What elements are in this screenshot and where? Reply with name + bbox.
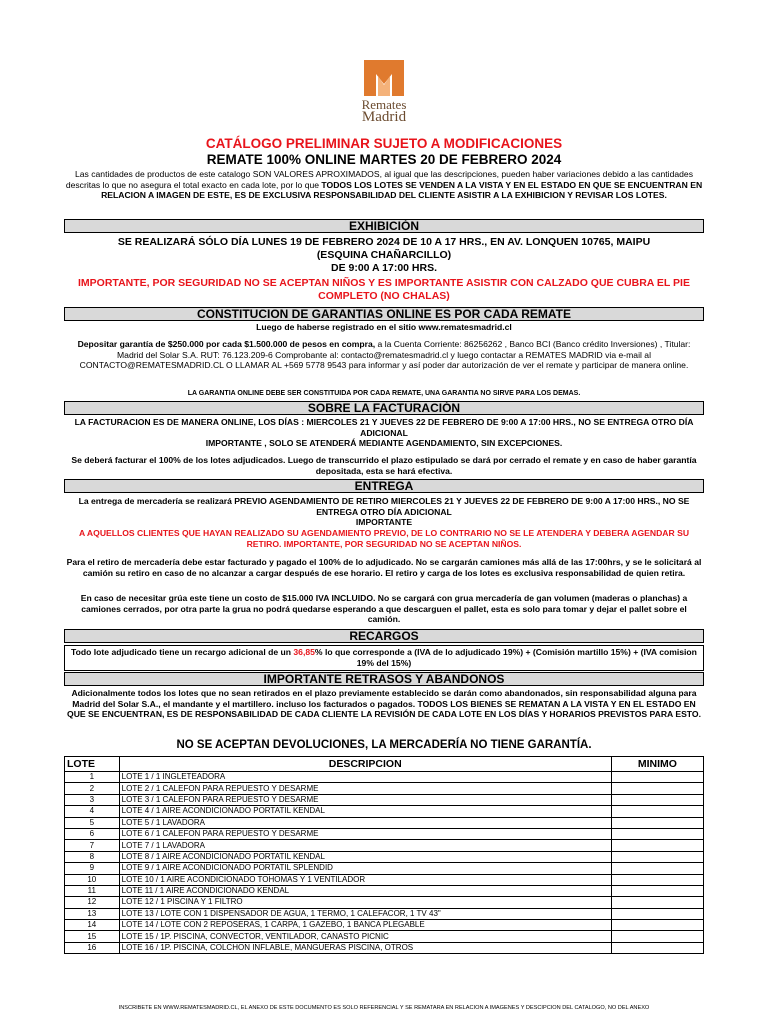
facturacion-line3: Se deberá facturar el 100% de los lotes adjudicados. Luego de transcurrido el plazo estipulado se dará por cerrado el remate y en caso de haber garantía depositada, esta se hará efectiva. [71, 455, 697, 476]
table-row [65, 828, 704, 839]
auction-subtitle: REMATE 100% ONLINE MARTES 20 DE FEBRERO 2024 [206, 152, 562, 167]
lot-description: LOTE 11 / 1 AIRE ACONDICIONADO KENDAL [119, 885, 611, 896]
lot-minimum [611, 817, 703, 828]
section-exhibicion: EXHIBICIÓN [64, 219, 704, 233]
col-minimo: MINIMO [611, 757, 703, 772]
lot-number: 13 [65, 908, 120, 919]
catalog-title: CATÁLOGO PRELIMINAR SUJETO A MODIFICACIONES [205, 136, 563, 151]
exhibicion-line2: (ESQUINA CHAÑARCILLO) [316, 249, 452, 261]
lot-description: LOTE 1 / 1 INGLETEADORA [119, 772, 611, 783]
lot-description: LOTE 6 / 1 CALEFON PARA REPUESTO Y DESARME [119, 828, 611, 839]
facturacion-line2: IMPORTANTE , SOLO SE ATENDERÁ MEDIANTE AGENDAMIENTO, SIN EXCEPCIONES. [205, 438, 563, 448]
table-row [65, 772, 704, 783]
garantias-deposit [64, 339, 704, 371]
table-row [65, 806, 704, 817]
lot-number: 14 [65, 920, 120, 931]
entrega-line3: Para el retiro de mercadería debe estar facturado y pagado el 100% de lo adjudicado. No se cargarán camiones más allá de las 17:00hrs, y se le solicitará al camión su retiro en caso de no alcanzar a cargar después de ese horario. El retiro y carga de los lotes es exclusiva responsabilidad de quien retira. [66, 557, 702, 578]
lot-description: LOTE 14 / LOTE CON 2 REPOSERAS, 1 CARPA, 1 GAZEBO, 1 BANCA PLEGABLE [119, 920, 611, 931]
lot-minimum [611, 772, 703, 783]
lot-description: LOTE 12 / 1 PISCINA Y 1 FILTRO [119, 897, 611, 908]
garantias-note: LA GARANTIA ONLINE DEBE SER CONSTITUIDA POR CADA REMATE, UNA GARANTIA NO SIRVE PARA LOS DEMAS. [187, 390, 581, 397]
entrega-line4: En caso de necesitar grúa este tiene un costo de $15.000 IVA INCLUIDO. No se cargará con grua mercadería de gan volumen (maderas o planchas) a camiones cerrados, por otra parte la grua no podrá quedarse esperando a que descarguen el pallet, esta es solo para tomar y dejar el pallet sobre el camión. [80, 593, 688, 625]
section-facturacion: SOBRE LA FACTURACIÓN [64, 401, 704, 415]
section-retrasos: IMPORTANTE RETRASOS Y ABANDONOS [64, 672, 704, 686]
lot-number: 10 [65, 874, 120, 885]
lot-description: LOTE 16 / 1P. PISCINA, COLCHON INFLABLE, MANGUERAS PISCINA, OTROS [119, 942, 611, 953]
lot-number: 2 [65, 783, 120, 794]
table-row [65, 931, 704, 942]
lot-number: 8 [65, 851, 120, 862]
lot-minimum [611, 863, 703, 874]
lot-number: 3 [65, 794, 120, 805]
lot-description: LOTE 15 / 1P. PISCINA, CONVECTOR, VENTILADOR, CANASTO PICNIC [119, 931, 611, 942]
recargos-text-a: Todo lote adjudicado tiene un recargo adicional de un [71, 647, 294, 657]
lot-minimum [611, 885, 703, 896]
table-row [65, 840, 704, 851]
table-row [65, 817, 704, 828]
entrega-line1: La entrega de mercadería se realizará PREVIO AGENDAMIENTO DE RETIRO MIERCOLES 21 Y JUEVES 22 DE FEBRERO DE 9:00 A 17:00 HRS., NO SE ENTREGA OTRO DÍA ADICIONAL [78, 496, 690, 517]
lot-minimum [611, 931, 703, 942]
table-row [65, 874, 704, 885]
lot-minimum [611, 840, 703, 851]
lot-description: LOTE 4 / 1 AIRE ACONDICIONADO PORTATIL KENDAL [119, 806, 611, 817]
retrasos-text: Adicionalmente todos los lotes que no sean retirados en el plazo previamente establecido se darán como abandonados, sin responsabilidad alguna para Madrid del Solar S.A., el mandante y el martillero. incluso los facturados o pagados. TODOS LOS BIENES SE REMATAN A LA VISTA Y EN EL ESTADO EN QUE SE ENCUENTRAN, ES DE RESPONSABILIDAD DE CADA CLIENTE LA REVISIÓN DE CADA LOTE EN LOS DÍAS Y HORARIOS PREVISTOS PARA ESTO. [67, 688, 701, 720]
lot-description: LOTE 8 / 1 AIRE ACONDICIONADO PORTATIL KENDAL [119, 851, 611, 862]
lot-number: 11 [65, 885, 120, 896]
recargos-pct: 36,85 [293, 647, 315, 657]
lot-minimum [611, 897, 703, 908]
remates-madrid-logo [332, 58, 436, 124]
lot-number: 4 [65, 806, 120, 817]
lot-number: 7 [65, 840, 120, 851]
section-garantias: CONSTITUCION DE GARANTIAS ONLINE ES POR CADA REMATE [64, 307, 704, 321]
lot-minimum [611, 828, 703, 839]
col-descripcion: DESCRIPCION [119, 757, 611, 772]
lot-number: 6 [65, 828, 120, 839]
lot-number: 5 [65, 817, 120, 828]
table-row [65, 885, 704, 896]
exhibicion-line3: DE 9:00 A 17:00 HRS. [330, 262, 437, 274]
table-row [65, 942, 704, 953]
recargos-text-b: % lo que corresponde a (IVA de lo adjudicado 19%) + (Comisión martillo 15%) + (IVA comision 19% del 15%) [314, 647, 697, 668]
lot-description: LOTE 5 / 1 LAVADORA [119, 817, 611, 828]
deposit-bold: Depositar garantía de $250.000 por cada $1.500.000 de pesos en compra, [77, 339, 376, 349]
lot-minimum [611, 783, 703, 794]
footer-note: INSCRIBETE EN WWW.REMATESMADRID.CL, EL ANEXO DE ESTE DOCUMENTO ES SOLO REFERENCIAL Y SE REMATARA EN RELACION A IMAGENES Y DESCIPCION DEL CATALOGO, NO DEL ANEXO [118, 1005, 650, 1011]
facturacion-line1: LA FACTURACION ES DE MANERA ONLINE, LOS DÍAS : MIERCOLES 21 Y JUEVES 22 DE FEBRERO DE 9:00 A 17:00 HRS., NO SE ENTREGA OTRO DÍA ADICIONAL [74, 417, 694, 438]
table-row [65, 897, 704, 908]
intro-bold: TODOS LOS LOTES SE VENDEN A LA VISTA Y EN EL ESTADO EN QUE SE ENCUENTRAN EN RELACION A IMAGEN DE ESTE, ES DE EXCLUSIVA RESPONSABILIDAD DEL CLIENTE ASISTIR A LA EXHIBICION Y REVISAR LOS LOTES. [101, 179, 703, 201]
garantias-line1: Luego de haberse registrado en el sitio www.rematesmadrid.cl [256, 322, 512, 332]
lot-minimum [611, 806, 703, 817]
lot-minimum [611, 908, 703, 919]
lot-description: LOTE 10 / 1 AIRE ACONDICIONADO TOHOMAS Y 1 VENTILADOR [119, 874, 611, 885]
lot-minimum [611, 942, 703, 953]
lots-table [64, 756, 704, 954]
table-row [65, 851, 704, 862]
lot-description: LOTE 3 / 1 CALEFON PARA REPUESTO Y DESARME [119, 794, 611, 805]
exhibicion-warning: IMPORTANTE, POR SEGURIDAD NO SE ACEPTAN NIÑOS Y ES IMPORTANTE ASISTIR CON CALZADO QUE CUBRA EL PIE COMPLETO (NO CHALAS) [78, 277, 690, 302]
intro-normal: Las cantidades de productos de este catalogo SON VALORES APROXIMADOS, al igual que las descripciones, pueden haber variaciones debido a las cantidades descritas lo que no asegura el total exacto en cada lote, por lo que [65, 169, 693, 190]
intro-paragraph [64, 169, 704, 201]
table-row [65, 863, 704, 874]
lot-number: 1 [65, 772, 120, 783]
lot-number: 12 [65, 897, 120, 908]
logo-text-remates: Remates [361, 97, 407, 112]
lot-minimum [611, 874, 703, 885]
logo-text-madrid: Madrid [361, 109, 407, 125]
table-row [65, 794, 704, 805]
table-row [65, 783, 704, 794]
col-lote: LOTE [65, 757, 120, 772]
section-entrega: ENTREGA [64, 479, 704, 493]
lot-minimum [611, 851, 703, 862]
lot-minimum [611, 920, 703, 931]
entrega-warning: A AQUELLOS CLIENTES QUE HAYAN REALIZADO SU AGENDAMIENTO PREVIO, DE LO CONTRARIO NO SE LE ATENDERA Y DEBERA AGENDAR SU RETIRO. IMPORTANTE, POR SEGURIDAD NO SE ACEPTAN NIÑOS. [78, 528, 690, 549]
entrega-line2: IMPORTANTE [355, 517, 413, 527]
lot-number: 15 [65, 931, 120, 942]
deposit-rest: a la Cuenta Corriente: 86256262 , Banco BCI (Banco crédito Inversiones) , Titular: Madrid del Solar S.A. RUT: 76.123.209-6 Comprobante al: contacto@rematesmadrid.cl y luego contactar a REMATES MADRID via e-mail al CONTACTO@REMATESMADRID.CL O LLAMAR AL +569 5778 9543 para informar y así poder dar autorización de ver el remate y participar de manera online. [79, 339, 691, 371]
table-row [65, 920, 704, 931]
table-row [65, 908, 704, 919]
lot-number: 16 [65, 942, 120, 953]
lot-number: 9 [65, 863, 120, 874]
lot-minimum [611, 794, 703, 805]
lot-description: LOTE 13 / LOTE CON 1 DISPENSADOR DE AGUA, 1 TERMO, 1 CALEFACOR, 1 TV 43" [119, 908, 611, 919]
no-returns-notice: NO SE ACEPTAN DEVOLUCIONES, LA MERCADERÍA NO TIENE GARANTÍA. [176, 739, 592, 751]
exhibicion-line1: SE REALIZARÁ SÓLO DÍA LUNES 19 DE FEBRERO 2024 DE 10 A 17 HRS., EN AV. LONQUEN 10765, MAIPU [117, 236, 651, 248]
lot-description: LOTE 7 / 1 LAVADORA [119, 840, 611, 851]
section-recargos: RECARGOS [64, 629, 704, 643]
lot-description: LOTE 9 / 1 AIRE ACONDICIONADO PORTATIL SPLENDID [119, 863, 611, 874]
lot-description: LOTE 2 / 1 CALEFON PARA REPUESTO Y DESARME [119, 783, 611, 794]
recargos-box [64, 645, 704, 671]
lots-header-row [65, 757, 704, 772]
